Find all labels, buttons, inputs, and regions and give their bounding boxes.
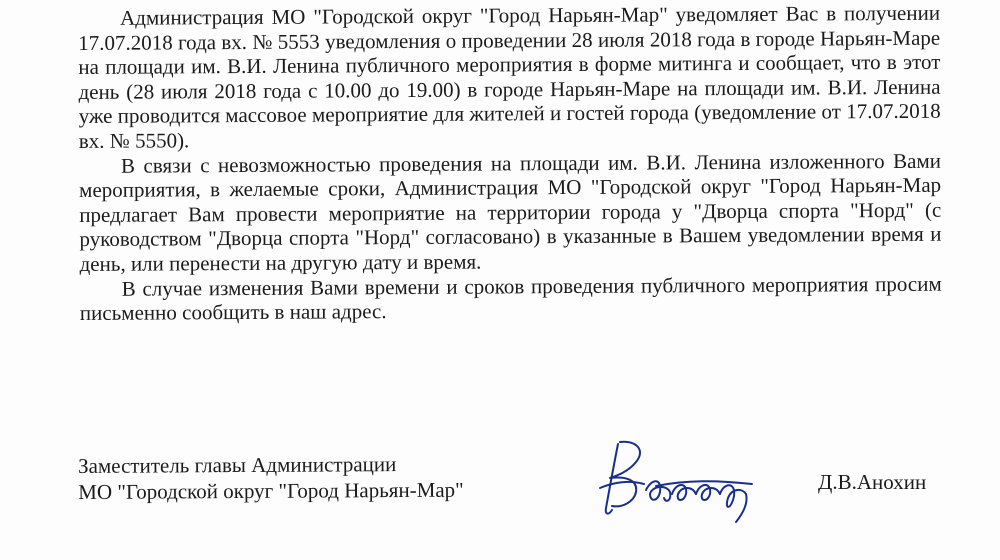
signer-position-line-2: МО "Городской округ "Город Нарьян-Мар" xyxy=(78,477,464,504)
signer-name: Д.В.Анохин xyxy=(818,470,927,494)
signer-position-line-1: Заместитель главы Администрации xyxy=(78,452,397,478)
letter-body xyxy=(78,1,942,326)
paragraph-3: В случае изменения Вами времени и сроков проведения публичного мероприятия просим письменно сообщить в наш адрес. xyxy=(79,271,942,326)
paragraph-1: Администрация МО "Городской округ "Город Нарьян-Мар" уведомляет Вас в получении 17.07.2018 года вх. № 5553 уведомления о проведении 28 июля 2018 года в городе Нарьян-Маре на площади им. В.И. Ленина публичного мероприятия в форме митинга и сообщает, что в этот день (28 июля 2018 года с 10.00 до 19.00) в городе Нарьян-Маре на площади им. В.И. Ленина уже проводится массовое мероприятие для жителей и гостей города (уведомление от 17.07.2018 вх. № 5550). xyxy=(78,0,941,153)
paragraph-2: В связи с невозможностью проведения на площади им. В.И. Ленина изложенного Вами мероприятия, в желаемые сроки, Администрация МО "Городской округ "Город Нарьян-Мар предлагает Вам провести мероприятие на территории города у "Дворца спорта "Норд" (с руководством "Дворца спорта "Норд" согласовано) в указанные в Вашем уведомлении время и день, или перенести на другую дату и время. xyxy=(79,148,942,276)
signer-position xyxy=(78,451,464,505)
handwritten-signature xyxy=(596,436,766,526)
